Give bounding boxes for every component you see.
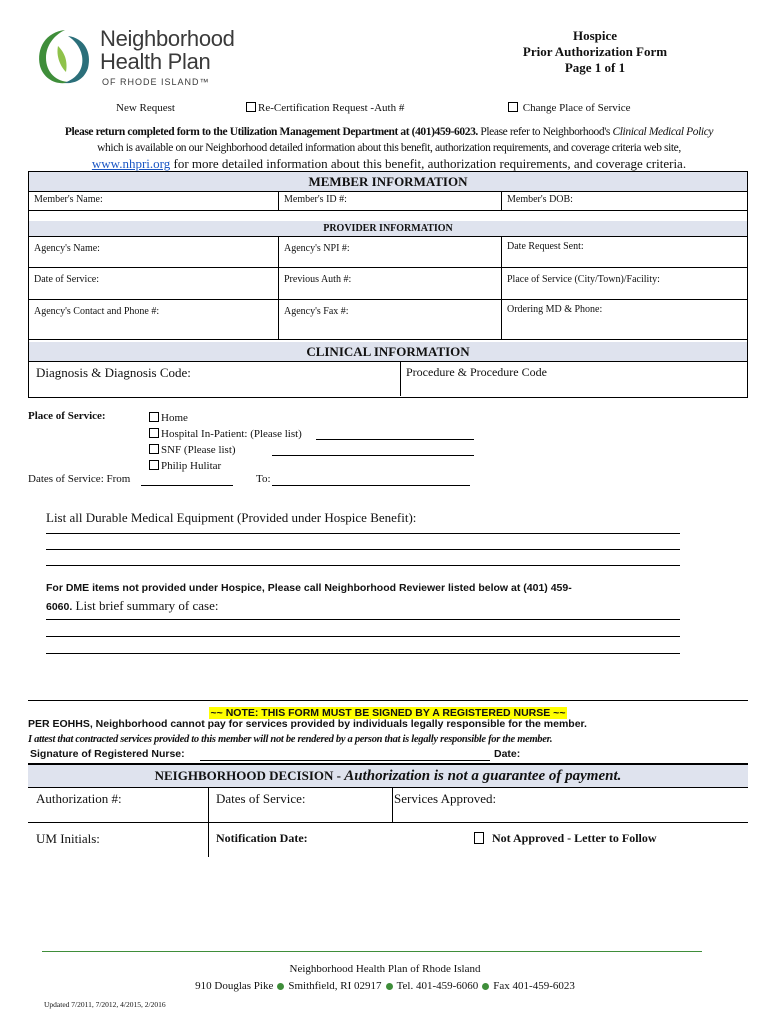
instructions: [28, 124, 750, 172]
change-place-option[interactable]: [508, 102, 631, 114]
signature-label: Signature of Registered Nurse:: [30, 748, 185, 760]
dme-line-3[interactable]: [46, 565, 680, 566]
form-subtitle: Prior Authorization Form: [522, 44, 668, 59]
procedure-field[interactable]: Procedure & Procedure Code: [406, 365, 547, 379]
hospital-checkbox-icon[interactable]: [149, 428, 159, 438]
signature-line[interactable]: [200, 760, 490, 761]
instructions-bold: Please return completed form to the Utilization Management Department at (401)459-6023.: [64, 126, 478, 138]
agency-contact-field[interactable]: Agency's Contact and Phone #:: [29, 300, 279, 339]
decision-header: [28, 765, 748, 787]
services-approved-field[interactable]: Services Approved:: [394, 791, 497, 806]
summary-line-2[interactable]: [46, 636, 680, 637]
dme-note-2: [46, 597, 219, 615]
snf-list-line[interactable]: [272, 455, 474, 456]
option-hospital-label: Hospital In-Patient: (Please list): [161, 428, 302, 440]
nhpri-link[interactable]: www.nhpri.org: [91, 156, 171, 171]
footer-tel: Tel. 401-459-6060: [396, 980, 479, 992]
change-place-checkbox-icon[interactable]: [508, 102, 518, 112]
provider-info-header: PROVIDER INFORMATION: [29, 221, 747, 236]
decision-title: NEIGHBORHOOD DECISION -: [154, 768, 345, 783]
clinical-table: [28, 340, 748, 398]
footer-city: Smithfield, RI 02917: [288, 980, 382, 992]
form-header: [470, 28, 720, 76]
bullet-icon: [386, 983, 393, 990]
member-dob-field[interactable]: Member's DOB:: [502, 191, 747, 211]
clinical-info-header: CLINICAL INFORMATION: [29, 342, 747, 362]
footer-org: Neighborhood Health Plan of Rhode Island: [289, 963, 481, 975]
case-summary-label: List brief summary of case:: [72, 598, 219, 613]
decision-header-rule: [28, 787, 748, 788]
form-title: Hospice: [572, 28, 618, 43]
bullet-icon: [277, 983, 284, 990]
clinical-policy-text: Clinical Medical Policy: [612, 126, 714, 138]
recert-checkbox-icon[interactable]: [246, 102, 256, 112]
summary-line-1[interactable]: [46, 619, 680, 620]
dme-label: List all Durable Medical Equipment (Provided under Hospice Benefit):: [46, 510, 417, 525]
instructions-line-2: which is available on our Neighborhood detailed information about this benefit, authorization requirements, and coverage criteria web site,: [97, 142, 681, 154]
eohhs-text: PER EOHHS, Neighborhood cannot pay for services provided by individuals legally responsible for the member.: [28, 718, 587, 730]
bullet-icon: [482, 983, 489, 990]
page-number: Page 1 of 1: [564, 60, 626, 75]
option-snf-label: SNF (Please list): [161, 444, 236, 456]
option-home[interactable]: [149, 410, 302, 426]
date-request-sent-field[interactable]: Date Request Sent:: [502, 236, 747, 268]
dme-note-phone-end: 6060.: [46, 601, 73, 613]
change-place-label: Change Place of Service: [522, 102, 631, 114]
ordering-md-field[interactable]: Ordering MD & Phone:: [507, 304, 603, 315]
dme-line-1[interactable]: [46, 533, 680, 534]
authorization-number-field[interactable]: Authorization #:: [36, 791, 122, 806]
decision-col-rule-2: [392, 787, 393, 822]
member-info-header: MEMBER INFORMATION: [29, 172, 747, 192]
logo-line-2: Health Plan: [100, 49, 211, 74]
decision-dates-field[interactable]: Dates of Service:: [216, 791, 306, 806]
not-approved-checkbox-icon[interactable]: [474, 832, 484, 844]
decision-table: [28, 763, 748, 857]
not-approved-label: Not Approved - Letter to Follow: [492, 831, 657, 845]
place-of-service-label: Place of Service:: [28, 410, 106, 422]
option-philip-hulitar[interactable]: [149, 458, 302, 474]
logo-line-1: Neighborhood: [100, 26, 235, 51]
date-of-service-field[interactable]: Date of Service:: [29, 268, 279, 300]
dates-from-label: Dates of Service: From: [28, 473, 131, 485]
request-type-row: [0, 102, 770, 116]
option-hospital[interactable]: [149, 426, 302, 442]
hospital-list-line[interactable]: [316, 439, 474, 440]
footer-fax: Fax 401-459-6023: [493, 980, 575, 992]
dme-note: For DME items not provided under Hospice, Please call Neighborhood Reviewer listed below at (401) 459-: [46, 582, 572, 594]
dates-from-line[interactable]: [141, 485, 233, 486]
rn-note: ~~ NOTE: THIS FORM MUST BE SIGNED BY A REGISTERED NURSE ~~: [210, 707, 566, 719]
updated-dates: Updated 7/2011, 7/2012, 4/2015, 2/2016: [44, 1000, 166, 1009]
signature-section: [28, 700, 748, 763]
notification-date-field[interactable]: Notification Date:: [216, 831, 308, 845]
instructions-line-3: for more detailed information about this benefit, authorization requirements, and coverage criteria.: [170, 156, 687, 171]
member-provider-table: [28, 171, 748, 340]
logo-line-3: OF RHODE ISLAND™: [102, 77, 210, 87]
summary-line-3[interactable]: [46, 653, 680, 654]
agency-fax-field[interactable]: Agency's Fax #:: [279, 300, 502, 339]
member-id-field[interactable]: Member's ID #:: [279, 191, 502, 211]
diagnosis-field[interactable]: Diagnosis & Diagnosis Code:: [29, 361, 401, 396]
um-initials-field[interactable]: UM Initials:: [36, 831, 100, 846]
logo-mark-icon: [34, 26, 96, 88]
attest-text: I attest that contracted services provided to this member will not be rendered by a person that is legally responsible for the member.: [28, 734, 553, 745]
place-of-service-options: [149, 410, 302, 474]
dates-to-label: To:: [256, 473, 271, 485]
previous-auth-field[interactable]: Previous Auth #:: [279, 268, 502, 300]
decision-col-rule-1: [208, 787, 209, 857]
recert-label: Re-Certification Request -Auth #: [258, 102, 405, 114]
agency-name-field[interactable]: Agency's Name:: [29, 236, 279, 268]
recert-request-option[interactable]: [246, 102, 404, 114]
footer-address: [0, 980, 770, 992]
dates-to-line[interactable]: [272, 485, 470, 486]
snf-checkbox-icon[interactable]: [149, 444, 159, 454]
member-name-field[interactable]: Member's Name:: [29, 191, 279, 211]
footer-street: 910 Douglas Pike: [195, 980, 274, 992]
place-of-service-field[interactable]: Place of Service (City/Town)/Facility:: [502, 268, 747, 300]
new-request-option[interactable]: New Request: [116, 102, 175, 114]
dme-line-2[interactable]: [46, 549, 680, 550]
home-checkbox-icon[interactable]: [149, 412, 159, 422]
signature-date-label: Date:: [494, 748, 521, 760]
logo: [34, 22, 254, 92]
not-approved-option[interactable]: [474, 831, 657, 846]
decision-disclaimer: Authorization is not a guarantee of payment.: [344, 768, 622, 784]
instructions-refer: Please refer to Neighborhood's: [477, 126, 613, 138]
footer-rule: [42, 951, 702, 952]
agency-npi-field[interactable]: Agency's NPI #:: [279, 236, 502, 268]
decision-row-rule: [28, 822, 748, 823]
philip-hulitar-checkbox-icon[interactable]: [149, 460, 159, 470]
option-philip-hulitar-label: Philip Hulitar: [161, 460, 222, 472]
option-home-label: Home: [161, 412, 188, 424]
